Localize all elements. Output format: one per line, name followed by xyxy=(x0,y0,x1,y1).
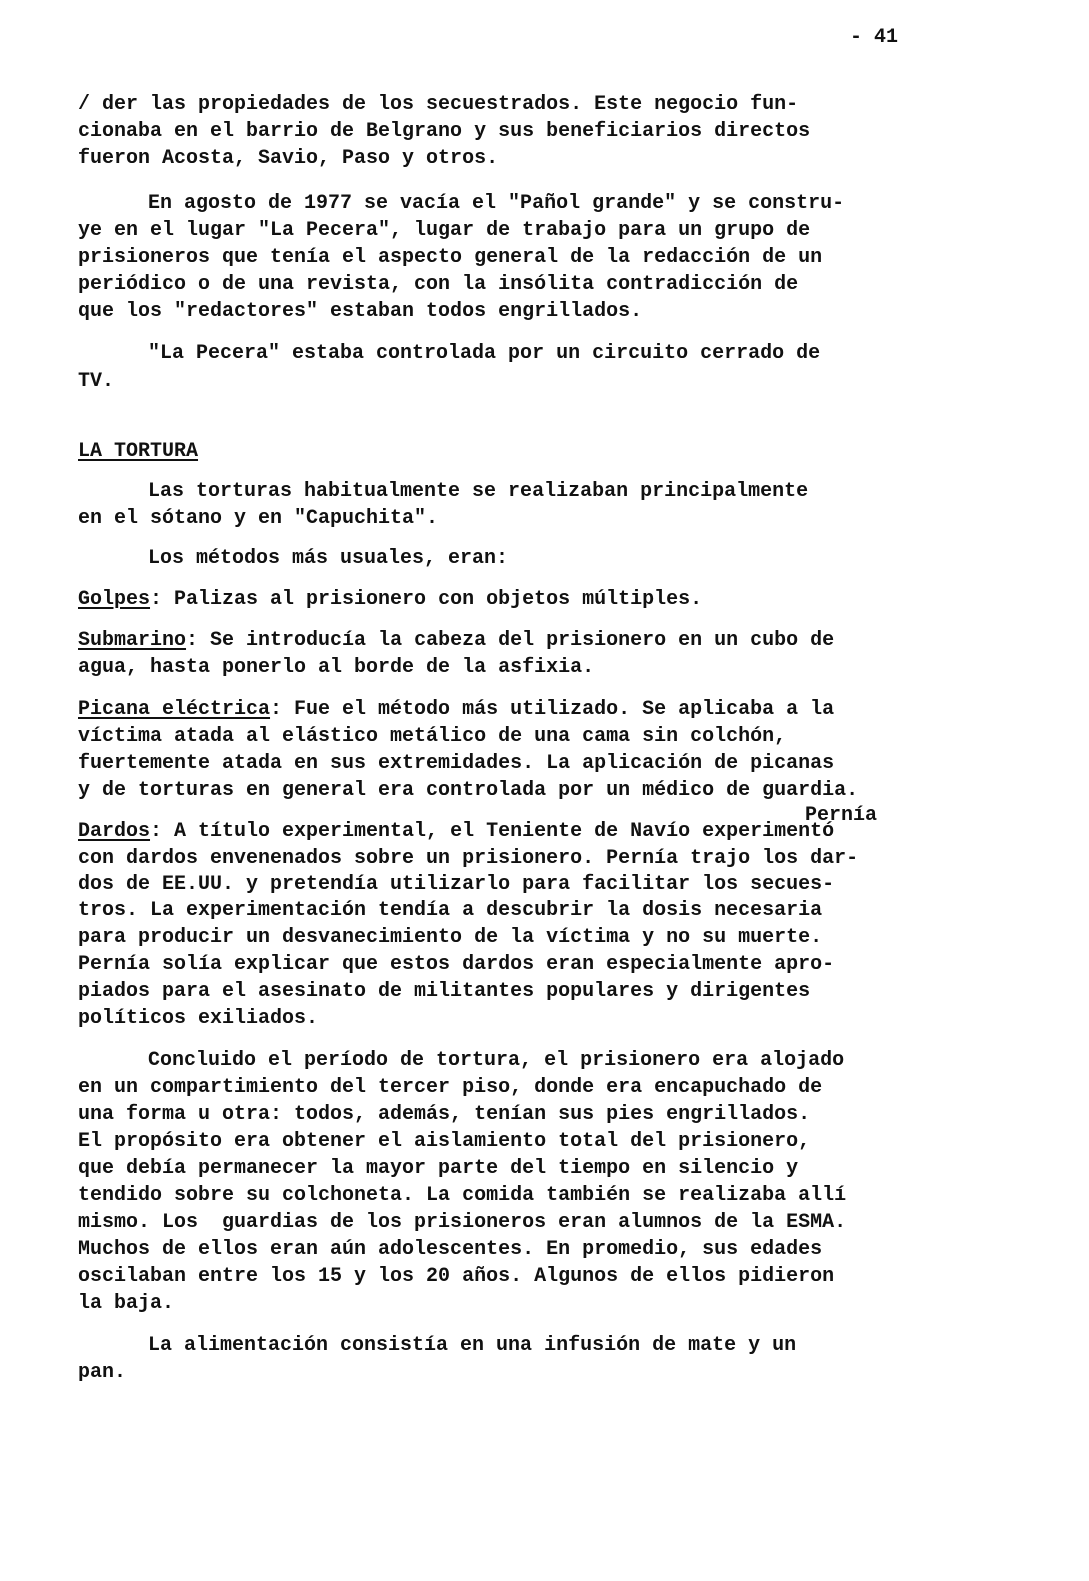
para2-line-4: periódico o de una revista, con la insólita contradicción de xyxy=(78,273,799,296)
para3-line-1: "La Pecera" estaba controlada por un circuito cerrado de xyxy=(148,342,821,365)
para6-line-7: mismo. Los guardias de los prisioneros eran alumnos de la ESMA. xyxy=(78,1211,847,1234)
picana-term: Picana eléctrica xyxy=(78,698,271,721)
dardos-line-6: Pernía solía explicar que estos dardos eran especialmente apro- xyxy=(78,953,835,976)
submarino-text: : Se introducía la cabeza del prisionero en un cubo de xyxy=(186,629,835,652)
dardos-insertion: Pernía xyxy=(805,804,878,827)
golpes-text: : Palizas al prisionero con objetos múltiples. xyxy=(150,588,703,611)
dardos-text: : A título experimental, el Teniente de Navío experimentó xyxy=(150,820,835,843)
picana-line-4: y de torturas en general era controlada por un médico de guardia. xyxy=(78,779,859,802)
para4-line-2: en el sótano y en "Capuchita". xyxy=(78,507,439,530)
submarino-line-2: agua, hasta ponerlo al borde de la asfixia. xyxy=(78,656,595,679)
para4-line-1: Las torturas habitualmente se realizaban principalmente xyxy=(148,480,809,503)
picana-text: : Fue el método más utilizado. Se aplicaba a la xyxy=(270,698,835,721)
para7-line-1: La alimentación consistía en una infusión de mate y un xyxy=(148,1334,797,1357)
para2-line-1: En agosto de 1977 se vacía el "Pañol grande" y se constru- xyxy=(148,192,845,215)
para2-line-2: ye en el lugar "La Pecera", lugar de trabajo para un grupo de xyxy=(78,219,811,242)
para1-line-2: cionaba en el barrio de Belgrano y sus beneficiarios directos xyxy=(78,120,811,143)
para2-line-5: que los "redactores" estaban todos engrillados. xyxy=(78,300,643,323)
golpes-line-1 xyxy=(78,586,702,613)
para7-line-2: pan. xyxy=(78,1361,127,1384)
para6-line-3: una forma u otra: todos, además, tenían sus pies engrillados. xyxy=(78,1103,811,1126)
dardos-line-2: con dardos envenenados sobre un prisionero. Pernía trajo los dar- xyxy=(78,847,859,870)
dardos-line-3: dos de EE.UU. y pretendía utilizarlo para facilitar los secues- xyxy=(78,873,835,896)
para6-line-10: la baja. xyxy=(78,1292,175,1315)
para2-line-3: prisioneros que tenía el aspecto general de la redacción de un xyxy=(78,246,823,269)
para6-line-8: Muchos de ellos eran aún adolescentes. En promedio, sus edades xyxy=(78,1238,823,1261)
picana-line-1 xyxy=(78,696,834,723)
submarino-term: Submarino xyxy=(78,629,187,652)
golpes-term: Golpes xyxy=(78,588,151,611)
dardos-line-4: tros. La experimentación tendía a descubrir la dosis necesaria xyxy=(78,899,823,922)
para6-line-5: que debía permanecer la mayor parte del tiempo en silencio y xyxy=(78,1157,799,1180)
para6-line-4: El propósito era obtener el aislamiento total del prisionero, xyxy=(78,1130,811,1153)
para5-line: Los métodos más usuales, eran: xyxy=(148,547,509,570)
dardos-line-8: políticos exiliados. xyxy=(78,1007,319,1030)
page-number: - 41 xyxy=(850,26,899,49)
para6-line-2: en un compartimiento del tercer piso, donde era encapuchado de xyxy=(78,1076,823,1099)
dardos-line-1 xyxy=(78,818,834,845)
section-heading: LA TORTURA xyxy=(78,440,199,463)
submarino-line-1 xyxy=(78,627,834,654)
para6-line-6: tendido sobre su colchoneta. La comida también se realizaba allí xyxy=(78,1184,847,1207)
picana-line-3: fuertemente atada en sus extremidades. La aplicación de picanas xyxy=(78,752,835,775)
dardos-term: Dardos xyxy=(78,820,151,843)
para6-line-9: oscilaban entre los 15 y los 20 años. Algunos de ellos pidieron xyxy=(78,1265,835,1288)
para1-line-1: / der las propiedades de los secuestrados. Este negocio fun- xyxy=(78,93,799,116)
dardos-line-5: para producir un desvanecimiento de la víctima y no su muerte. xyxy=(78,926,823,949)
para3-line-2: TV. xyxy=(78,370,115,393)
para1-line-3: fueron Acosta, Savio, Paso y otros. xyxy=(78,147,499,170)
dardos-line-7: piados para el asesinato de militantes populares y dirigentes xyxy=(78,980,811,1003)
picana-line-2: víctima atada al elástico metálico de una cama sin colchón, xyxy=(78,725,787,748)
para6-line-1: Concluido el período de tortura, el prisionero era alojado xyxy=(148,1049,845,1072)
